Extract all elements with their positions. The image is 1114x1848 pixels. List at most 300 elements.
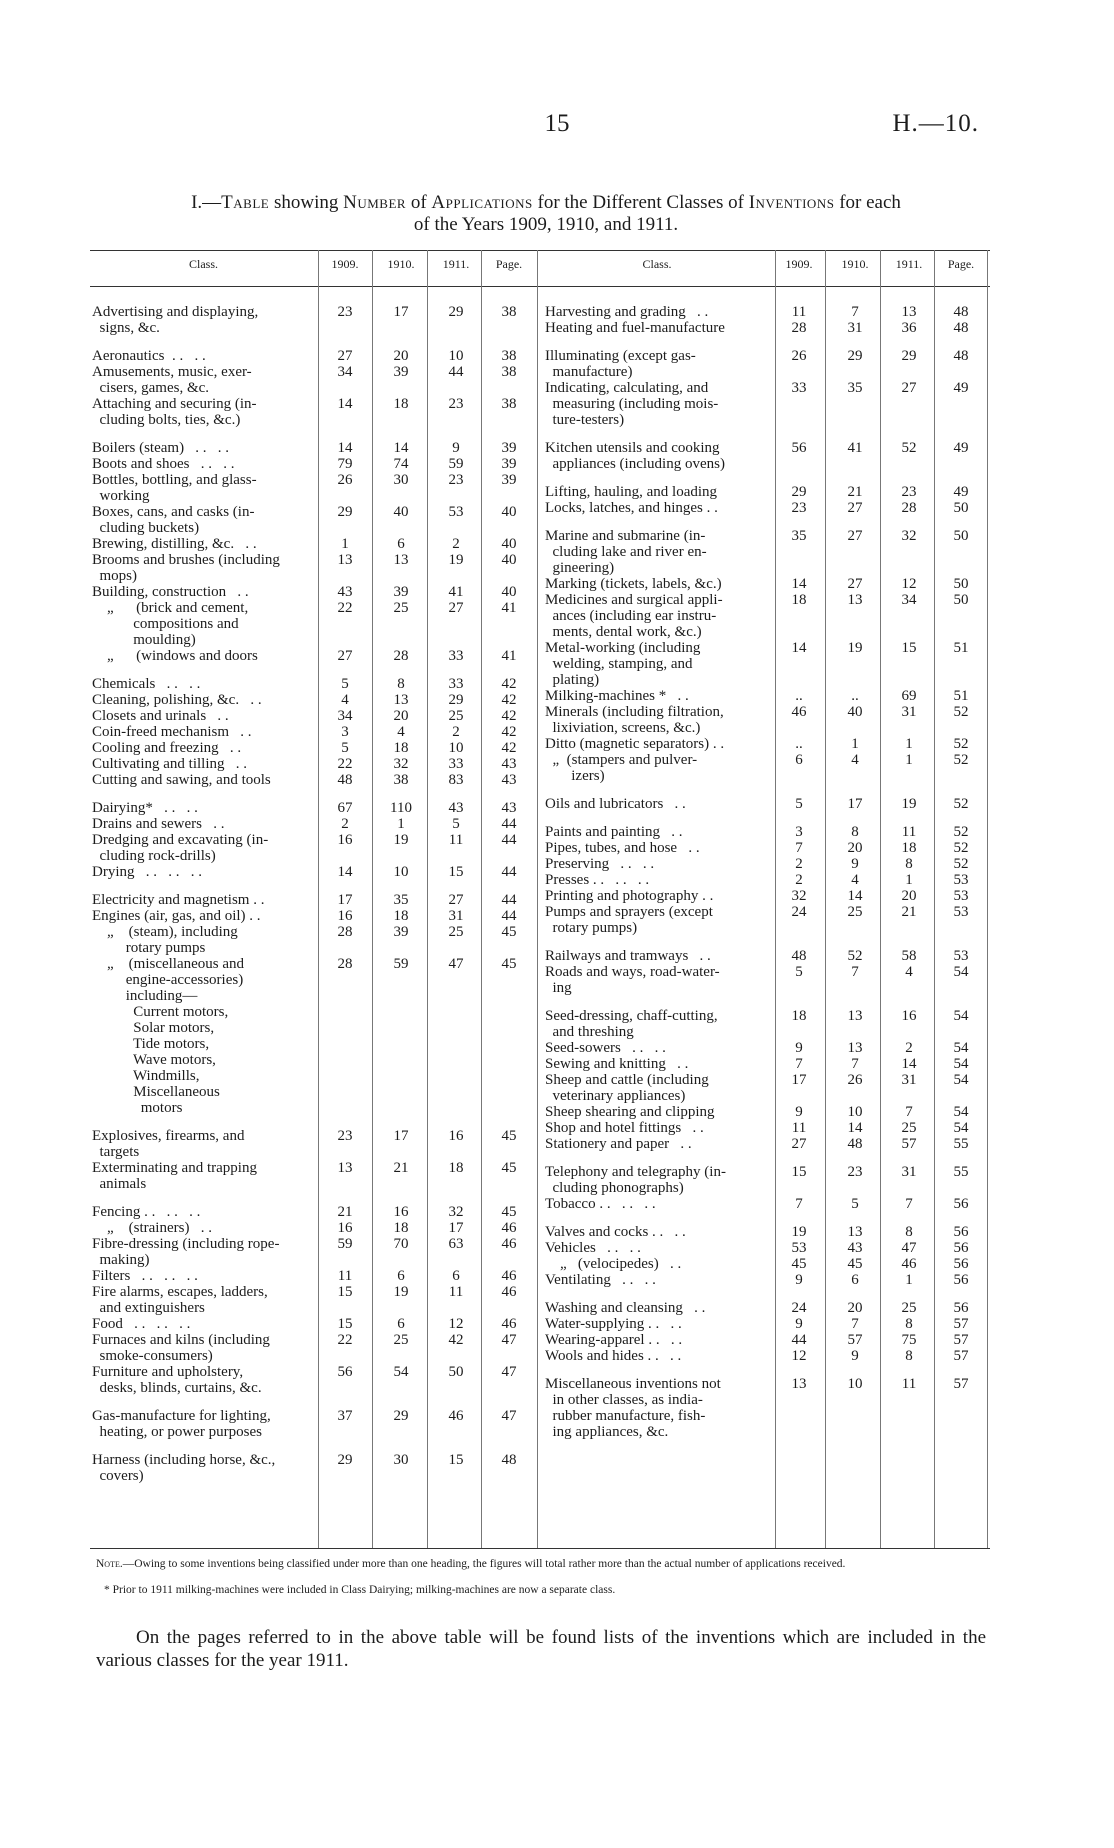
class-name	[92, 1364, 262, 1396]
value-page: 46	[501, 1316, 517, 1332]
class-name-line: Medicines and surgical appli-	[545, 592, 723, 608]
class-name-line: Pumps and sprayers (except	[545, 904, 713, 920]
value-y1911: 1	[905, 752, 913, 768]
class-name-line: making)	[92, 1252, 150, 1268]
value-page: 50	[953, 528, 969, 544]
value-page: 45	[501, 1160, 517, 1176]
value-y1910: 18	[393, 908, 409, 924]
class-name	[92, 1408, 271, 1440]
class-name	[92, 472, 257, 504]
value-y1909: 28	[791, 320, 807, 336]
class-name	[92, 600, 248, 648]
value-y1909: 43	[337, 584, 353, 600]
value-y1909: 28	[337, 924, 353, 940]
value-y1910: 54	[393, 1364, 409, 1380]
class-name-line: cluding lake and river en-	[545, 544, 707, 560]
class-name	[92, 956, 244, 1116]
value-y1911: 11	[448, 1284, 464, 1300]
class-name-line: Lifting, hauling, and loading	[545, 484, 718, 500]
value-page: 54	[953, 964, 969, 980]
class-name	[545, 484, 717, 500]
value-page: 38	[501, 304, 517, 320]
value-page: 41	[501, 648, 517, 664]
value-y1909: ..	[795, 736, 803, 752]
value-page: 56	[953, 1256, 969, 1272]
value-page: 40	[501, 584, 517, 600]
class-name	[92, 1332, 270, 1364]
value-y1910: 59	[393, 956, 409, 972]
value-y1911: 31	[448, 908, 464, 924]
value-y1909: 7	[795, 840, 803, 856]
value-y1909: 32	[791, 888, 807, 904]
class-name-line: Aeronautics . . . .	[92, 348, 206, 364]
value-y1910: 7	[851, 1056, 859, 1072]
value-y1911: 11	[448, 832, 464, 848]
class-name	[545, 1120, 704, 1136]
class-name-line: Windmills,	[92, 1068, 200, 1084]
value-y1911: 19	[448, 552, 464, 568]
value-page: 51	[953, 640, 969, 656]
value-y1911: 2	[905, 1040, 913, 1056]
class-name	[545, 500, 718, 516]
value-y1909: 3	[795, 824, 803, 840]
value-y1909: 29	[337, 1452, 353, 1468]
class-name-line: cluding rock-drills)	[92, 848, 216, 864]
value-page: 48	[953, 320, 969, 336]
class-name-line: animals	[92, 1176, 147, 1192]
value-page: 38	[501, 348, 517, 364]
value-y1910: 25	[847, 904, 863, 920]
value-y1909: 5	[341, 676, 349, 692]
class-name-line: Marine and submarine (in-	[545, 528, 706, 544]
value-page: 51	[953, 688, 969, 704]
value-y1910: 13	[847, 1040, 863, 1056]
value-y1909: 23	[337, 304, 353, 320]
value-page: 47	[501, 1364, 517, 1380]
class-name	[92, 924, 238, 956]
value-y1911: 15	[448, 1452, 464, 1468]
value-y1911: 15	[448, 864, 464, 880]
value-y1910: 27	[847, 576, 863, 592]
class-name	[545, 796, 686, 812]
class-name	[92, 864, 202, 880]
value-page: 49	[953, 380, 969, 396]
class-name	[92, 724, 252, 740]
class-name	[92, 1268, 198, 1284]
table-note	[96, 1558, 986, 1571]
value-y1911: 31	[901, 1164, 917, 1180]
value-page: 46	[501, 1220, 517, 1236]
class-name	[92, 692, 262, 708]
class-name	[545, 964, 720, 996]
class-name	[545, 1040, 666, 1056]
value-y1911: 31	[901, 704, 917, 720]
value-y1909: 3	[341, 724, 349, 740]
value-y1910: 39	[393, 584, 409, 600]
value-page: 50	[953, 500, 969, 516]
value-y1910: 7	[851, 1316, 859, 1332]
value-page: 39	[501, 440, 517, 456]
class-name-line: Sheep and cattle (including	[545, 1072, 709, 1088]
value-y1909: 34	[337, 708, 353, 724]
value-y1909: ..	[795, 688, 803, 704]
value-y1909: 45	[791, 1256, 807, 1272]
value-y1911: 10	[448, 740, 464, 756]
column-header-y1911-right: 1911.	[895, 257, 923, 271]
value-page: 53	[953, 948, 969, 964]
value-y1909: 12	[791, 1348, 807, 1364]
value-y1909: 13	[337, 552, 353, 568]
class-name-line: plating)	[545, 672, 600, 688]
value-y1910: 27	[847, 528, 863, 544]
class-name	[92, 1284, 268, 1316]
value-page: 41	[501, 600, 517, 616]
class-name	[92, 772, 271, 788]
class-name-line: appliances (including ovens)	[545, 456, 725, 472]
value-y1911: 20	[901, 888, 917, 904]
class-name-line: Railways and tramways . .	[545, 948, 711, 964]
value-y1911: 25	[448, 708, 464, 724]
class-name-line: desks, blinds, curtains, &c.	[92, 1380, 262, 1396]
value-y1910: 38	[393, 772, 409, 788]
class-name	[545, 856, 654, 872]
value-y1909: 27	[337, 648, 353, 664]
value-page: 54	[953, 1056, 969, 1072]
value-y1910: 14	[393, 440, 409, 456]
class-name-line: rotary pumps)	[545, 920, 638, 936]
class-name-line: Dairying* . . . .	[92, 800, 198, 816]
class-name-line: Telephony and telegraphy (in-	[545, 1164, 726, 1180]
value-page: 56	[953, 1300, 969, 1316]
value-y1911: 21	[901, 904, 917, 920]
value-y1911: 57	[901, 1136, 917, 1152]
class-name-line: rubber manufacture, fish-	[545, 1408, 706, 1424]
value-page: 56	[953, 1240, 969, 1256]
class-name	[92, 1236, 279, 1268]
column-header-y1910-right: 1910.	[841, 257, 869, 271]
class-name	[92, 456, 235, 472]
value-y1911: 15	[901, 640, 917, 656]
title-word-applications: Applications	[431, 192, 533, 213]
class-name	[545, 824, 683, 840]
value-y1909: 6	[795, 752, 803, 768]
value-y1910: 57	[847, 1332, 863, 1348]
value-page: 44	[501, 864, 517, 880]
value-page: 38	[501, 396, 517, 412]
value-y1909: 14	[791, 576, 807, 592]
value-page: 47	[501, 1332, 517, 1348]
column-divider	[427, 250, 428, 1548]
class-name-line: Presses . . . . . .	[545, 872, 650, 888]
value-y1911: 2	[452, 724, 460, 740]
value-page: 56	[953, 1272, 969, 1288]
class-name-line: Shop and hotel fittings . .	[545, 1120, 704, 1136]
value-y1911: 25	[448, 924, 464, 940]
class-name-line: Amusements, music, exer-	[92, 364, 252, 380]
value-y1911: 1	[905, 1272, 913, 1288]
value-y1910: 43	[847, 1240, 863, 1256]
class-name	[545, 752, 697, 784]
value-y1909: 22	[337, 1332, 353, 1348]
value-y1910: 48	[847, 1136, 863, 1152]
value-y1911: 2	[452, 536, 460, 552]
class-name-line: „ (strainers) . .	[92, 1220, 212, 1236]
value-y1911: 27	[448, 600, 464, 616]
class-name	[545, 1256, 681, 1272]
value-y1911: 6	[452, 1268, 460, 1284]
class-name	[92, 708, 229, 724]
value-page: 43	[501, 772, 517, 788]
class-name	[545, 704, 724, 736]
class-name-line: Filters . . . . . .	[92, 1268, 198, 1284]
class-name	[92, 756, 247, 772]
value-y1910: 32	[393, 756, 409, 772]
value-y1909: 24	[791, 904, 807, 920]
value-y1909: 14	[791, 640, 807, 656]
class-name-line: Cooling and freezing . .	[92, 740, 242, 756]
value-y1910: 19	[393, 1284, 409, 1300]
class-name	[545, 304, 708, 320]
class-name-line: Solar motors,	[92, 1020, 215, 1036]
value-y1911: 25	[901, 1120, 917, 1136]
value-page: 42	[501, 740, 517, 756]
class-name-line: ture-testers)	[545, 412, 625, 428]
value-y1910: 4	[851, 752, 859, 768]
value-y1910: 27	[847, 500, 863, 516]
class-name-line: heating, or power purposes	[92, 1424, 262, 1440]
value-y1909: 33	[791, 380, 807, 396]
class-name-line: cluding buckets)	[92, 520, 200, 536]
value-y1909: 14	[337, 864, 353, 880]
class-name-line: Marking (tickets, labels, &c.)	[545, 576, 722, 592]
value-y1909: 29	[337, 504, 353, 520]
value-y1911: 63	[448, 1236, 464, 1252]
class-name	[545, 576, 722, 592]
value-y1909: 5	[795, 796, 803, 812]
value-y1910: 17	[393, 304, 409, 320]
class-name	[92, 504, 254, 536]
value-y1911: 33	[448, 756, 464, 772]
value-y1911: 46	[448, 1408, 464, 1424]
value-page: 50	[953, 592, 969, 608]
class-name-line: Boots and shoes . . . .	[92, 456, 235, 472]
column-divider	[481, 250, 482, 1548]
class-name-line: mops)	[92, 568, 137, 584]
value-page: 53	[953, 888, 969, 904]
value-page: 43	[501, 800, 517, 816]
class-name-line: „ (miscellaneous and	[92, 956, 245, 972]
class-name	[545, 1164, 726, 1196]
value-page: 56	[953, 1224, 969, 1240]
value-y1909: 11	[337, 1268, 353, 1284]
value-page: 39	[501, 456, 517, 472]
value-y1910: 4	[851, 872, 859, 888]
value-y1911: 8	[905, 1348, 913, 1364]
class-name	[545, 528, 707, 576]
value-y1911: 53	[448, 504, 464, 520]
value-page: 45	[501, 924, 517, 940]
class-name-line: Wools and hides . . . .	[545, 1348, 682, 1364]
class-name-line: Electricity and magnetism . .	[92, 892, 265, 908]
value-y1911: 10	[448, 348, 464, 364]
value-y1911: 25	[901, 1300, 917, 1316]
table-bottom-rule	[90, 1548, 990, 1549]
class-name-line: Ditto (magnetic separators) . .	[545, 736, 725, 752]
column-divider	[934, 250, 935, 1548]
class-name-line: Wearing-apparel . . . .	[545, 1332, 683, 1348]
column-header-y1909-left: 1909.	[331, 257, 359, 271]
class-name-line: Paints and painting . .	[545, 824, 683, 840]
value-y1911: 16	[901, 1008, 917, 1024]
class-name	[92, 364, 252, 396]
class-name-line: manufacture)	[545, 364, 633, 380]
value-page: 54	[953, 1104, 969, 1120]
class-name-line: Washing and cleansing . .	[545, 1300, 706, 1316]
value-y1911: 18	[448, 1160, 464, 1176]
class-name	[545, 1072, 709, 1104]
value-y1910: 52	[847, 948, 863, 964]
class-name	[545, 1300, 705, 1316]
class-name	[545, 440, 725, 472]
table-footnote: * Prior to 1911 milking-machines were included in Class Dairying; milking-machines are now a separate class.	[104, 1584, 616, 1596]
value-y1909: 5	[341, 740, 349, 756]
class-name-line: welding, stamping, and	[545, 656, 693, 672]
class-name-line: Miscellaneous	[92, 1084, 220, 1100]
class-name	[92, 648, 258, 664]
value-y1911: 34	[901, 592, 917, 608]
column-divider	[372, 250, 373, 1548]
class-name-line: lixiviation, screens, &c.)	[545, 720, 701, 736]
value-y1909: 53	[791, 1240, 807, 1256]
class-name	[545, 736, 724, 752]
value-y1910: 18	[393, 1220, 409, 1236]
value-page: 53	[953, 872, 969, 888]
value-y1911: 8	[905, 856, 913, 872]
value-y1910: 13	[393, 552, 409, 568]
class-name	[545, 1104, 715, 1120]
class-name	[545, 320, 725, 336]
value-y1909: 5	[795, 964, 803, 980]
value-y1911: 29	[448, 304, 464, 320]
value-page: 55	[953, 1164, 969, 1180]
value-y1909: 46	[791, 704, 807, 720]
value-y1910: 45	[847, 1256, 863, 1272]
class-name-line: Metal-working (including	[545, 640, 701, 656]
class-name	[545, 592, 723, 640]
title-text: showing	[269, 192, 344, 213]
value-y1910: 7	[851, 964, 859, 980]
value-page: 40	[501, 536, 517, 552]
class-name	[92, 552, 280, 584]
value-y1911: 69	[901, 688, 917, 704]
value-y1910: 40	[393, 504, 409, 520]
class-name-line: rotary pumps	[92, 940, 206, 956]
page-number: 15	[544, 110, 570, 137]
value-y1909: 2	[795, 872, 803, 888]
column-divider	[825, 250, 826, 1548]
class-name	[92, 1452, 275, 1484]
note-label: Note.	[96, 1558, 123, 1570]
class-name-line: Advertising and displaying,	[92, 304, 259, 320]
class-name-line: Furniture and upholstery,	[92, 1364, 244, 1380]
class-name	[92, 908, 261, 924]
class-name	[545, 1332, 682, 1348]
column-header-page-right: Page.	[947, 257, 975, 271]
class-name-line: signs, &c.	[92, 320, 160, 336]
value-y1910: 28	[393, 648, 409, 664]
class-name	[92, 396, 257, 428]
class-name-line: ments, dental work, &c.)	[545, 624, 702, 640]
value-y1909: 21	[337, 1204, 353, 1220]
value-y1911: 17	[448, 1220, 464, 1236]
class-name	[545, 1008, 718, 1040]
closing-paragraph: On the pages referred to in the above table will be found lists of the inventions which are included in the various classes for the year 1911.	[96, 1627, 986, 1671]
value-y1910: 1	[397, 816, 405, 832]
class-name-line: Fire alarms, escapes, ladders,	[92, 1284, 268, 1300]
class-name	[545, 380, 718, 428]
value-y1910: 13	[393, 692, 409, 708]
value-page: 57	[953, 1316, 969, 1332]
class-name-line: Drains and sewers . .	[92, 816, 225, 832]
class-name	[545, 348, 696, 380]
value-y1911: 36	[901, 320, 917, 336]
class-name-line: Oils and lubricators . .	[545, 796, 686, 812]
value-page: 46	[501, 1236, 517, 1252]
value-y1911: 16	[448, 1128, 464, 1144]
value-y1909: 2	[795, 856, 803, 872]
value-y1910: 39	[393, 924, 409, 940]
value-page: 50	[953, 576, 969, 592]
value-page: 52	[953, 752, 969, 768]
value-y1911: 59	[448, 456, 464, 472]
value-y1911: 7	[905, 1196, 913, 1212]
value-page: 42	[501, 724, 517, 740]
value-page: 56	[953, 1196, 969, 1212]
table-top-rule	[90, 250, 990, 251]
value-page: 52	[953, 824, 969, 840]
value-page: 54	[953, 1040, 969, 1056]
column-header-y1910-left: 1910.	[387, 257, 415, 271]
value-y1911: 28	[901, 500, 917, 516]
class-name-line: covers)	[92, 1468, 144, 1484]
class-name-line: Stationery and paper . .	[545, 1136, 692, 1152]
class-name-line: Drying . . . . . .	[92, 864, 202, 880]
value-y1910: 4	[397, 724, 405, 740]
value-y1910: 7	[851, 304, 859, 320]
value-y1910: 110	[390, 800, 412, 816]
title-word-number: Number	[343, 192, 407, 213]
value-y1909: 48	[791, 948, 807, 964]
table-title-line-2: of the Years 1909, 1910, and 1911.	[413, 214, 679, 235]
value-y1910: 19	[847, 640, 863, 656]
class-name-line: measuring (including mois-	[545, 396, 719, 412]
column-header-y1911-left: 1911.	[442, 257, 470, 271]
value-y1909: 9	[795, 1272, 803, 1288]
value-y1910: 26	[847, 1072, 863, 1088]
value-y1910: 9	[851, 1348, 859, 1364]
value-y1909: 16	[337, 832, 353, 848]
value-y1911: 27	[448, 892, 464, 908]
value-y1910: 30	[393, 1452, 409, 1468]
value-y1911: 18	[901, 840, 917, 856]
value-y1909: 19	[791, 1224, 807, 1240]
value-y1909: 16	[337, 1220, 353, 1236]
value-y1911: 83	[448, 772, 464, 788]
class-name-line: cluding phonographs)	[545, 1180, 684, 1196]
value-y1911: 52	[901, 440, 917, 456]
value-page: 47	[501, 1408, 517, 1424]
value-y1909: 14	[337, 396, 353, 412]
